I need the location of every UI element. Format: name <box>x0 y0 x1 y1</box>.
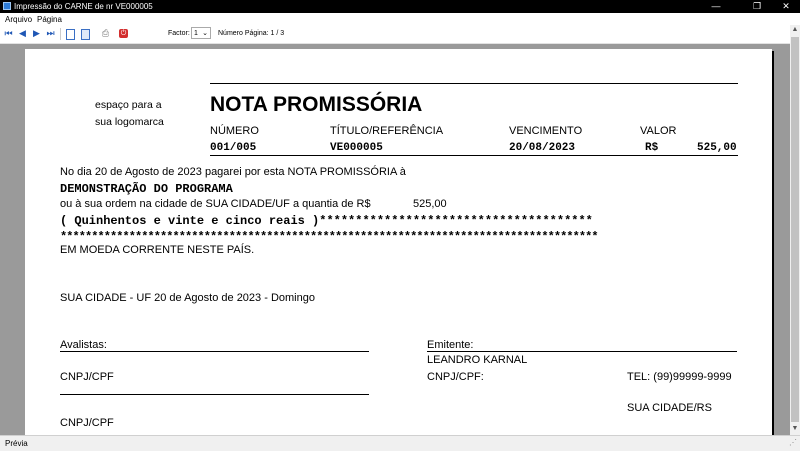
window-title: Impressão do CARNE de nr VE000005 <box>14 2 153 11</box>
close-button[interactable]: ✕ <box>782 1 790 11</box>
factor-value: 1 <box>194 30 198 37</box>
emitente-phone: TEL: (99)99999-9999 <box>627 371 732 383</box>
first-page-icon[interactable]: ⏮ <box>4 28 13 38</box>
emitente-name: LEANDRO KARNAL <box>427 354 528 366</box>
header-top-rule <box>210 83 738 84</box>
body-line-3: ou à sua ordem na cidade de SUA CIDADE/UF a quantia de R$ <box>60 198 371 210</box>
status-text: Prévia <box>5 439 28 448</box>
value-valor: 525,00 <box>697 142 737 154</box>
factor-label: Factor: <box>168 30 190 37</box>
col-valor: VALOR <box>640 125 677 137</box>
toolbar <box>0 25 800 44</box>
title-bar <box>0 0 800 13</box>
menu-arquivo[interactable]: Arquivo <box>5 15 33 24</box>
emitente-signature-line <box>427 351 737 352</box>
menu-bar <box>0 13 800 25</box>
last-page-icon[interactable]: ⏭ <box>46 28 55 38</box>
factor-select[interactable] <box>191 27 211 39</box>
app-icon <box>3 2 11 10</box>
value-titulo: VE000005 <box>330 142 383 154</box>
exit-icon[interactable]: ⏻ <box>120 30 127 37</box>
value-vencimento: 20/08/2023 <box>509 142 576 154</box>
logo-placeholder-line2: sua logomarca <box>95 116 164 128</box>
maximize-button[interactable]: ❐ <box>752 1 762 11</box>
emitente-label: Emitente: <box>427 339 474 351</box>
asterisks-filler: ************************************************************************************** <box>60 230 598 244</box>
beneficiary-name: DEMONSTRAÇÃO DO PROGRAMA <box>60 182 233 196</box>
avalista-cnpj-label: CNPJ/CPF <box>60 371 114 383</box>
printer-icon[interactable]: ⎙ <box>101 28 110 38</box>
avalista-cnpj-label-2: CNPJ/CPF <box>60 417 114 429</box>
col-numero: NÚMERO <box>210 125 259 137</box>
logo-placeholder-line1: espaço para a <box>95 99 162 111</box>
place-and-date: SUA CIDADE - UF 20 de Agosto de 2023 - Domingo <box>60 292 315 304</box>
toolbar-separator <box>60 28 61 40</box>
status-bar <box>0 435 800 451</box>
col-vencimento: VENCIMENTO <box>509 125 583 137</box>
value-currency: R$ <box>645 142 659 154</box>
page-number-label: Número Página: 1 / 3 <box>218 30 285 37</box>
resize-grip-icon[interactable]: ⋰ <box>789 438 797 447</box>
minimize-button[interactable]: — <box>711 1 721 11</box>
body-line-1: No dia 20 de Agosto de 2023 pagarei por esta NOTA PROMISSÓRIA à <box>60 166 406 178</box>
page-title: NOTA PROMISSÓRIA <box>210 93 423 116</box>
single-page-icon[interactable] <box>66 29 75 40</box>
vertical-scrollbar[interactable] <box>790 25 800 435</box>
previous-page-icon[interactable]: ◀ <box>19 28 26 38</box>
emitente-cnpj-label: CNPJ/CPF: <box>427 371 484 383</box>
multi-page-icon[interactable] <box>81 29 90 40</box>
value-numero: 001/005 <box>210 142 257 154</box>
document-page <box>25 49 772 435</box>
scroll-up-icon[interactable]: ▲ <box>791 26 799 33</box>
chevron-down-icon: ⌄ <box>202 30 208 37</box>
header-bottom-rule <box>210 155 738 156</box>
avalista-signature-line-1 <box>60 351 369 352</box>
menu-pagina[interactable]: Página <box>37 15 62 24</box>
next-page-icon[interactable]: ▶ <box>33 28 40 38</box>
amount-in-words: ( Quinhentos e vinte e cinco reais )************************************** <box>60 214 593 228</box>
preview-viewport <box>0 44 790 435</box>
avalista-signature-line-2 <box>60 394 369 395</box>
currency-note: EM MOEDA CORRENTE NESTE PAÍS. <box>60 244 255 256</box>
scroll-down-icon[interactable]: ▼ <box>791 425 799 432</box>
scrollbar-thumb[interactable] <box>791 37 799 422</box>
amount-numeric: 525,00 <box>413 198 447 210</box>
emitente-city: SUA CIDADE/RS <box>627 402 712 414</box>
avalistas-label: Avalistas: <box>60 339 107 351</box>
col-titulo: TÍTULO/REFERÊNCIA <box>330 125 444 137</box>
